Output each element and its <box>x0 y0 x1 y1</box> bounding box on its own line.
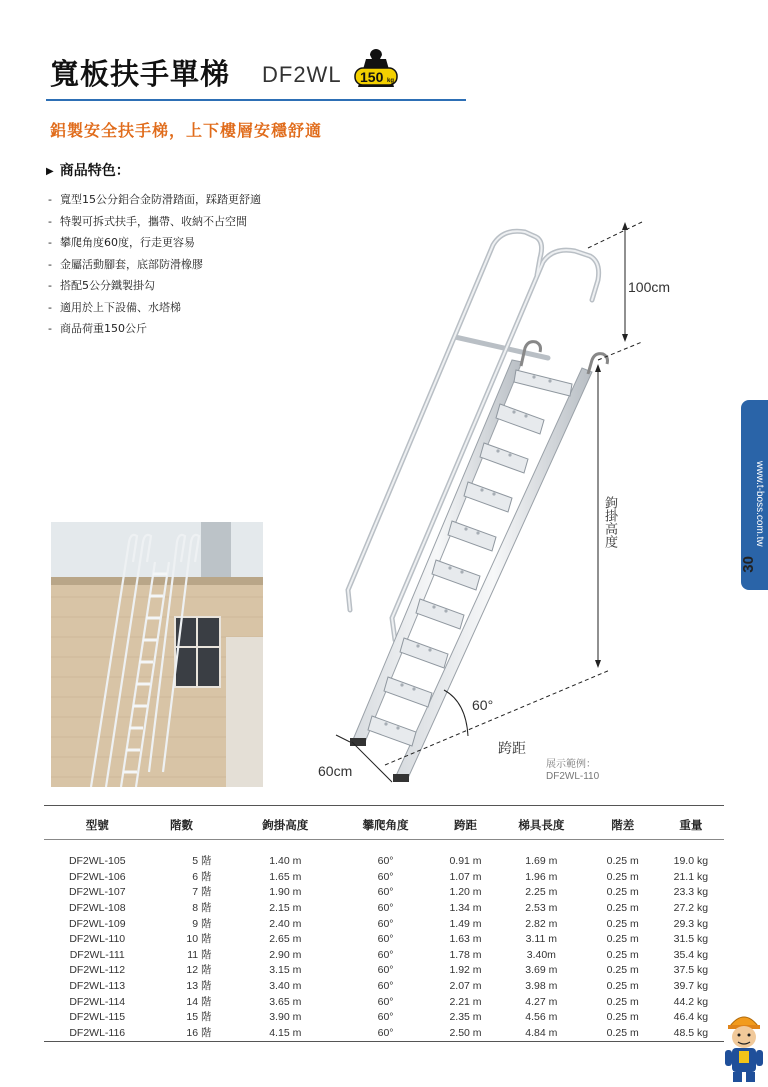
rubber-foot <box>393 774 409 782</box>
triangle-bullet-icon: ▶ <box>46 166 54 177</box>
table-cell: 2.50 m <box>449 1026 482 1039</box>
table-cell: 3.40m <box>526 948 556 961</box>
table-cell: 3.65 m <box>269 995 302 1008</box>
angle-label: 60° <box>472 697 494 713</box>
load-weight-icon <box>352 49 400 91</box>
table-cell: 2.21 m <box>449 995 482 1008</box>
table-cell: 4.27 m <box>525 995 558 1008</box>
table-row <box>44 1026 724 1042</box>
table-cell: 60° <box>377 995 394 1008</box>
table-cell: 1.34 m <box>449 902 482 915</box>
table-cell: 0.25 m <box>606 933 639 946</box>
table-cell: 6 階 <box>192 870 212 883</box>
product-photo <box>51 522 263 787</box>
table-cell: 3.11 m <box>525 933 557 946</box>
table-cell: 7 階 <box>192 886 212 899</box>
table-cell: 2.65 m <box>269 933 302 946</box>
table-cell: 60° <box>377 886 394 899</box>
table-row <box>44 948 724 964</box>
table-cell: 4.56 m <box>525 1011 558 1024</box>
table-cell: 21.1 kg <box>673 870 709 883</box>
table-cell: 44.2 kg <box>673 995 709 1008</box>
table-cell: 11 階 <box>187 948 212 961</box>
list-item: - 商品荷重150公斤 <box>48 322 147 335</box>
table-row <box>44 885 724 901</box>
table-header-row <box>44 811 724 840</box>
table-cell: 0.25 m <box>606 964 639 977</box>
table-cell: 2.53 m <box>525 902 558 915</box>
table-row <box>44 916 724 932</box>
column-header: 重量 <box>679 818 703 832</box>
table-cell: 0.25 m <box>606 948 639 961</box>
table-cell: 4.15 m <box>269 1026 302 1039</box>
table-cell: DF2WL-116 <box>69 1026 126 1039</box>
table-cell: DF2WL-108 <box>68 902 126 915</box>
list-item: - 寬型15公分鋁合金防滑踏面，踩踏更舒適 <box>48 193 261 206</box>
table-row <box>44 870 724 886</box>
table-cell: 16 階 <box>186 1026 212 1039</box>
treads <box>368 370 572 746</box>
page-title: 寬板扶手單梯 <box>50 57 231 91</box>
mascot-worker-icon <box>722 1006 766 1084</box>
table-cell: 48.5 kg <box>673 1026 709 1039</box>
table-cell: 0.25 m <box>606 902 639 915</box>
table-cell: 27.2 kg <box>673 902 709 915</box>
table-cell: 31.5 kg <box>673 933 709 946</box>
table-cell: 1.96 m <box>525 870 558 883</box>
table-cell: 60° <box>377 948 394 961</box>
table-cell: 0.25 m <box>606 886 639 899</box>
table-cell: 13 階 <box>186 980 212 993</box>
hook-height-label: 鉤掛高度 <box>602 496 617 548</box>
table-cell: 1.20 m <box>449 886 482 899</box>
table-cell: 0.25 m <box>606 980 639 993</box>
table-cell: 15 階 <box>186 1011 212 1024</box>
table-cell: 2.25 m <box>525 886 558 899</box>
table-cell: 1.65 m <box>269 870 302 883</box>
table-cell: 60° <box>377 964 394 977</box>
table-cell: DF2WL-113 <box>69 980 126 993</box>
base-width-label: 60cm <box>318 763 353 779</box>
table-cell: 1.92 m <box>449 964 482 977</box>
table-cell: 60° <box>377 902 394 915</box>
table-cell: 0.25 m <box>606 1011 639 1024</box>
table-cell: DF2WL-110 <box>69 933 126 946</box>
features-heading: ▶ 商品特色： <box>46 163 130 179</box>
table-cell: 4.84 m <box>525 1026 558 1039</box>
table-cell: 2.82 m <box>525 917 558 930</box>
table-cell: 8 階 <box>192 902 212 915</box>
table-cell: 60° <box>377 980 394 993</box>
table-cell: 60° <box>377 870 394 883</box>
display-example: 展示範例： DF2WL-110 <box>546 759 600 782</box>
table-cell: 23.3 kg <box>673 886 709 899</box>
load-badge-number: 150 <box>360 69 384 85</box>
table-cell: 2.15 m <box>269 902 302 915</box>
table-cell: 12 階 <box>186 964 212 977</box>
table-cell: 3.40 m <box>269 980 302 993</box>
table-cell: 3.69 m <box>525 964 558 977</box>
table-cell: 19.0 kg <box>673 855 709 868</box>
column-header: 攀爬角度 <box>362 818 409 832</box>
spec-table <box>44 811 724 1041</box>
table-cell: 1.07 m <box>449 870 482 883</box>
table-cell: 46.4 kg <box>673 1011 709 1024</box>
table-cell: 37.5 kg <box>673 964 709 977</box>
table-cell: 9 階 <box>192 917 212 930</box>
list-item: - 搭配5公分鐵製掛勾 <box>48 279 155 292</box>
table-cell: 60° <box>377 1011 394 1024</box>
table-cell: 1.40 m <box>269 855 302 868</box>
table-cell: 1.78 m <box>449 948 482 961</box>
table-cell: 2.07 m <box>449 980 482 993</box>
table-cell: 1.90 m <box>269 886 302 899</box>
column-header: 跨距 <box>454 818 477 832</box>
table-cell: DF2WL-115 <box>69 1011 126 1024</box>
table-cell: 1.69 m <box>525 855 558 868</box>
table-cell: 1.49 m <box>449 917 482 930</box>
table-cell: 2.35 m <box>449 1011 482 1024</box>
table-cell: 0.25 m <box>606 917 639 930</box>
table-row <box>44 1010 724 1026</box>
table-cell: 29.3 kg <box>673 917 709 930</box>
feature-list <box>48 189 261 340</box>
column-header: 階差 <box>611 818 635 832</box>
table-cell: DF2WL-112 <box>69 964 126 977</box>
table-cell: DF2WL-107 <box>68 886 126 899</box>
list-item: - 金屬活動腳套，底部防滑橡膠 <box>48 257 203 271</box>
table-cell: 2.90 m <box>269 948 302 961</box>
table-cell: DF2WL-111 <box>69 948 125 961</box>
table-cell: 0.25 m <box>606 995 639 1008</box>
table-cell: 0.25 m <box>606 870 639 883</box>
ladder-dimension-diagram <box>300 215 700 795</box>
table-row <box>44 963 724 979</box>
page-number: 30 <box>740 556 757 573</box>
website-url: www.t-boss.com.tw <box>754 461 765 547</box>
table-cell: DF2WL-109 <box>68 917 126 930</box>
column-header: 型號 <box>85 818 109 832</box>
list-item: - 特製可拆式扶手，攜帶、收納不占空間 <box>48 214 247 228</box>
handrail-height-label: 100cm <box>628 279 671 295</box>
table-cell: 60° <box>377 917 394 930</box>
table-cell: DF2WL-105 <box>68 855 126 868</box>
table-cell: 35.4 kg <box>673 948 709 961</box>
table-cell: 10 階 <box>186 933 212 946</box>
table-cell: 14 階 <box>186 995 212 1008</box>
table-row <box>44 979 724 995</box>
table-cell: 3.15 m <box>269 964 302 977</box>
table-cell: 0.25 m <box>606 855 639 868</box>
table-cell: 0.91 m <box>449 855 482 868</box>
table-cell: DF2WL-114 <box>69 995 126 1008</box>
table-top-rule <box>44 805 724 806</box>
title-divider <box>46 99 466 101</box>
table-cell: 60° <box>377 1026 394 1039</box>
table-cell: DF2WL-106 <box>68 870 126 883</box>
span-label: 跨距 <box>498 741 526 757</box>
column-header: 鉤掛高度 <box>262 818 309 832</box>
table-cell: 39.7 kg <box>673 980 709 993</box>
table-row <box>44 854 724 870</box>
table-row <box>44 994 724 1010</box>
load-badge-unit: kg <box>387 78 395 84</box>
list-item: - 攀爬角度60度，行走更容易 <box>48 236 195 249</box>
table-cell: 60° <box>377 855 394 868</box>
table-cell: 5 階 <box>192 855 212 868</box>
table-cell: 2.40 m <box>269 917 302 930</box>
column-header: 梯具長度 <box>518 818 565 832</box>
table-cell: 0.25 m <box>606 1026 639 1039</box>
subtitle: 鋁製安全扶手梯，上下樓層安穩舒適 <box>50 121 323 140</box>
table-bottom-rule <box>44 1041 724 1042</box>
model-code: DF2WL <box>262 62 342 87</box>
list-item: - 適用於上下設備、水塔梯 <box>48 300 181 314</box>
table-cell: 1.63 m <box>449 933 482 946</box>
table-cell: 3.90 m <box>269 1011 302 1024</box>
table-row <box>44 901 724 917</box>
table-row <box>44 932 724 948</box>
table-cell: 60° <box>377 933 394 946</box>
table-cell: 3.98 m <box>525 980 558 993</box>
column-header: 階數 <box>170 818 193 832</box>
